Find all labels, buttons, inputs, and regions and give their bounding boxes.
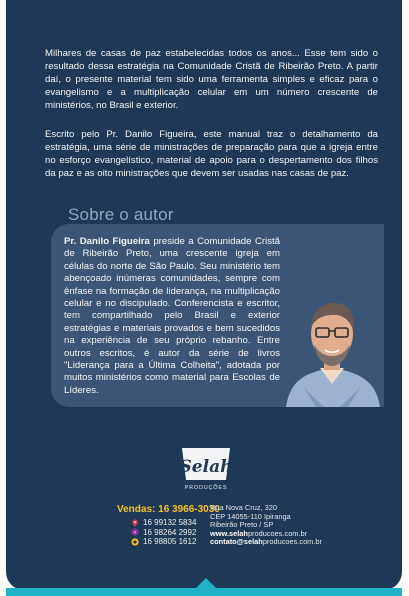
logo-subtitle: PRODUÇÕES <box>184 485 228 491</box>
selah-logo <box>176 446 236 492</box>
phone-number: 16 99132 5834 <box>143 518 197 527</box>
address-line: CEP 14055-110 Ipiranga <box>210 511 291 521</box>
address-line: Ribeirão Preto / SP <box>210 520 274 530</box>
author-bio <box>64 236 280 397</box>
author-photo <box>280 288 384 407</box>
about-author-heading: Sobre o autor <box>68 205 174 224</box>
email-link[interactable]: contato@selahproducoes.com.br <box>210 537 322 547</box>
address-line: Rua Nova Cruz, 320 <box>210 503 277 512</box>
location-pin-icon <box>131 519 139 527</box>
website-link[interactable]: www.selahproducoes.com.br <box>210 528 308 538</box>
phone-row <box>131 537 196 547</box>
author-bio-text: preside a Comunidade Cristã de Ribeirão Preto, uma crescente igreja em células do norte de São Paulo. Seu ministério tem abençoado inúmeras comunidades, sempre com ênfase na formação de liderança, na multiplicação celular e no discipulado. Conferencista e escritor, tem compartilhado pelo Brasil e exterior estratégias e materiais provados e bem sucedidos na experiência de seu próprio rebanho. Entre outros escritos, é autor da série de livros "Liderança para a Última Colheita", adotada por muitos ministérios como material para Escolas de Líderes. <box>64 236 281 396</box>
phone-number: 16 98805 1612 <box>143 537 197 547</box>
bottom-accent-bar <box>6 588 402 596</box>
intro-paragraph: Milhares de casas de paz estabelecidas todos os anos... Esse tem sido o resultado dessa estratégia na Comunidade Cristã de Ribeirão Preto. A partir daí, o presente material tem sido uma ferramenta simples e eficaz para o evangelismo e a multiplicação celular em um número crescente de ministérios, no Brasil e exterior. <box>45 48 378 111</box>
sales-phone: Vendas: 16 3966-3030 <box>117 504 220 515</box>
phone-row <box>131 518 196 528</box>
vivo-operator-icon <box>131 528 139 536</box>
address-block <box>210 504 322 547</box>
logo-wordmark: Selah <box>179 457 233 477</box>
summary-paragraph: Escrito pelo Pr. Danilo Figueira, este manual traz o detalhamento da estratégia, uma série de ministrações de preparação para que a igreja entre no esforço evangelístico, material de apoio para o despertamento dos filhos da paz e as oito ministrações que devem ser usadas nas casas de paz. <box>45 129 378 179</box>
svg-text:v: v <box>133 529 137 535</box>
oi-operator-icon <box>131 538 139 546</box>
phone-number: 16 98264 2992 <box>143 527 197 537</box>
author-name: Pr. Danilo Figueira <box>64 236 150 247</box>
phone-row <box>131 528 196 538</box>
phone-list <box>131 518 196 547</box>
bottom-notch <box>196 578 216 588</box>
